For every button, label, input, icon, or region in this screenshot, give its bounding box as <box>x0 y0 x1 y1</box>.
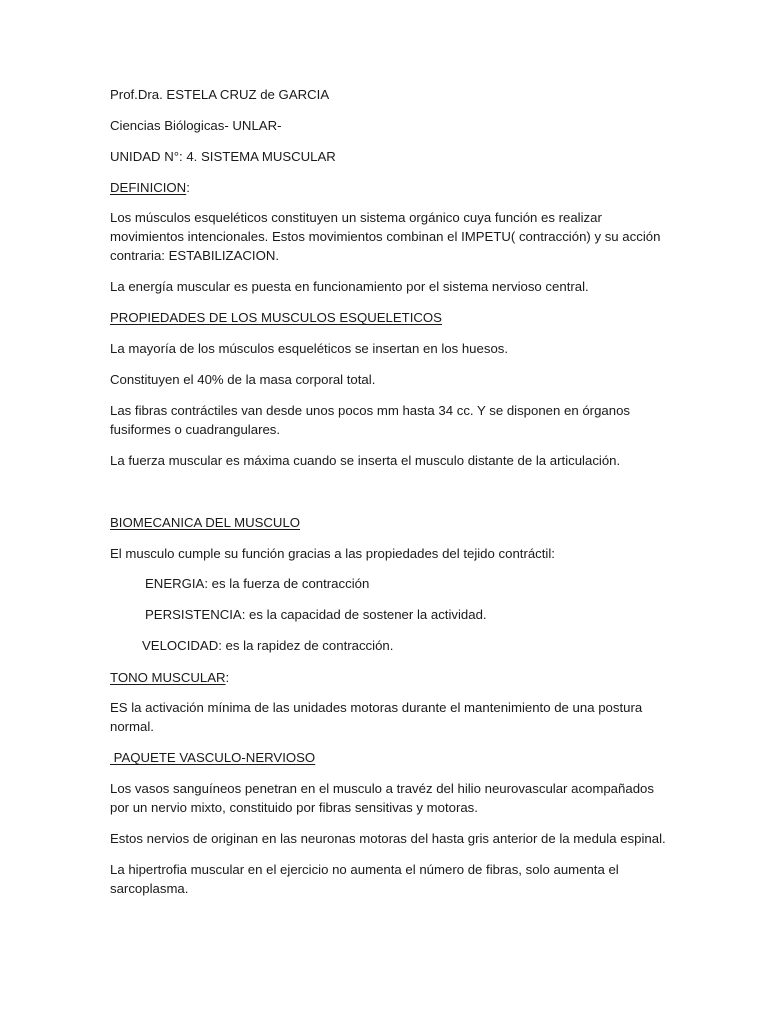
tono-paragraph-1: ES la activación mínima de las unidades motoras durante el mantenimiento de una postura normal. <box>110 700 643 734</box>
biomecanica-intro: El musculo cumple su función gracias a las propiedades del tejido contráctil: <box>110 546 555 561</box>
paquete-heading <box>110 748 670 767</box>
definicion-paragraph-2: La energía muscular es puesta en funcionamiento por el sistema nervioso central. <box>110 279 589 294</box>
paquete-paragraph-2: Estos nervios de originan en las neuronas motoras del hasta gris anterior de la medula espinal. <box>110 831 666 846</box>
biomecanica-item-velocidad: VELOCIDAD: es la rapidez de contracción. <box>142 638 394 653</box>
definicion-paragraph-1: Los músculos esqueléticos constituyen un sistema orgánico cuya función es realizar movimientos intencionales. Estos movimientos combinan el IMPETU( contracción) y su acción contraria: ESTABILIZACION. <box>110 210 661 263</box>
tono-heading <box>110 668 670 687</box>
definicion-heading-text: DEFINICION <box>110 180 187 195</box>
paquete-paragraph-3: La hipertrofia muscular en el ejercicio no aumenta el número de fibras, solo aumenta el sarcoplasma. <box>110 862 619 896</box>
definicion-heading <box>110 178 670 197</box>
biomecanica-heading <box>110 513 670 532</box>
paquete-paragraph-1: Los vasos sanguíneos penetran en el musculo a travéz del hilio neurovascular acompañados por un nervio mixto, constituido por fibras sensitivas y motoras. <box>110 781 654 815</box>
biomecanica-heading-text: BIOMECANICA DEL MUSCULO <box>110 515 301 530</box>
propiedades-paragraph-1: La mayoría de los músculos esqueléticos se insertan en los huesos. <box>110 341 509 356</box>
propiedades-paragraph-2: Constituyen el 40% de la masa corporal total. <box>110 372 376 387</box>
author-line: Prof.Dra. ESTELA CRUZ de GARCIA <box>110 87 330 102</box>
propiedades-paragraph-3: Las fibras contráctiles van desde unos pocos mm hasta 34 cc. Y se disponen en órganos fusiformes o cuadrangulares. <box>110 403 630 437</box>
propiedades-paragraph-4: La fuerza muscular es máxima cuando se inserta el musculo distante de la articulación. <box>110 453 621 468</box>
unit-title: UNIDAD N°: 4. SISTEMA MUSCULAR <box>110 149 336 164</box>
biomecanica-item-persistencia: PERSISTENCIA: es la capacidad de sostener la actividad. <box>145 607 487 622</box>
institution-line: Ciencias Biólogicas- UNLAR- <box>110 118 282 133</box>
paquete-heading-text: PAQUETE VASCULO-NERVIOSO <box>110 750 316 765</box>
propiedades-heading-text: PROPIEDADES DE LOS MUSCULOS ESQUELETICOS <box>110 310 442 325</box>
tono-heading-text: TONO MUSCULAR <box>110 670 226 685</box>
tono-heading-colon: : <box>225 670 230 685</box>
biomecanica-item-energia: ENERGIA: es la fuerza de contracción <box>145 576 370 591</box>
propiedades-heading <box>110 308 670 327</box>
definicion-heading-colon: : <box>186 180 190 195</box>
